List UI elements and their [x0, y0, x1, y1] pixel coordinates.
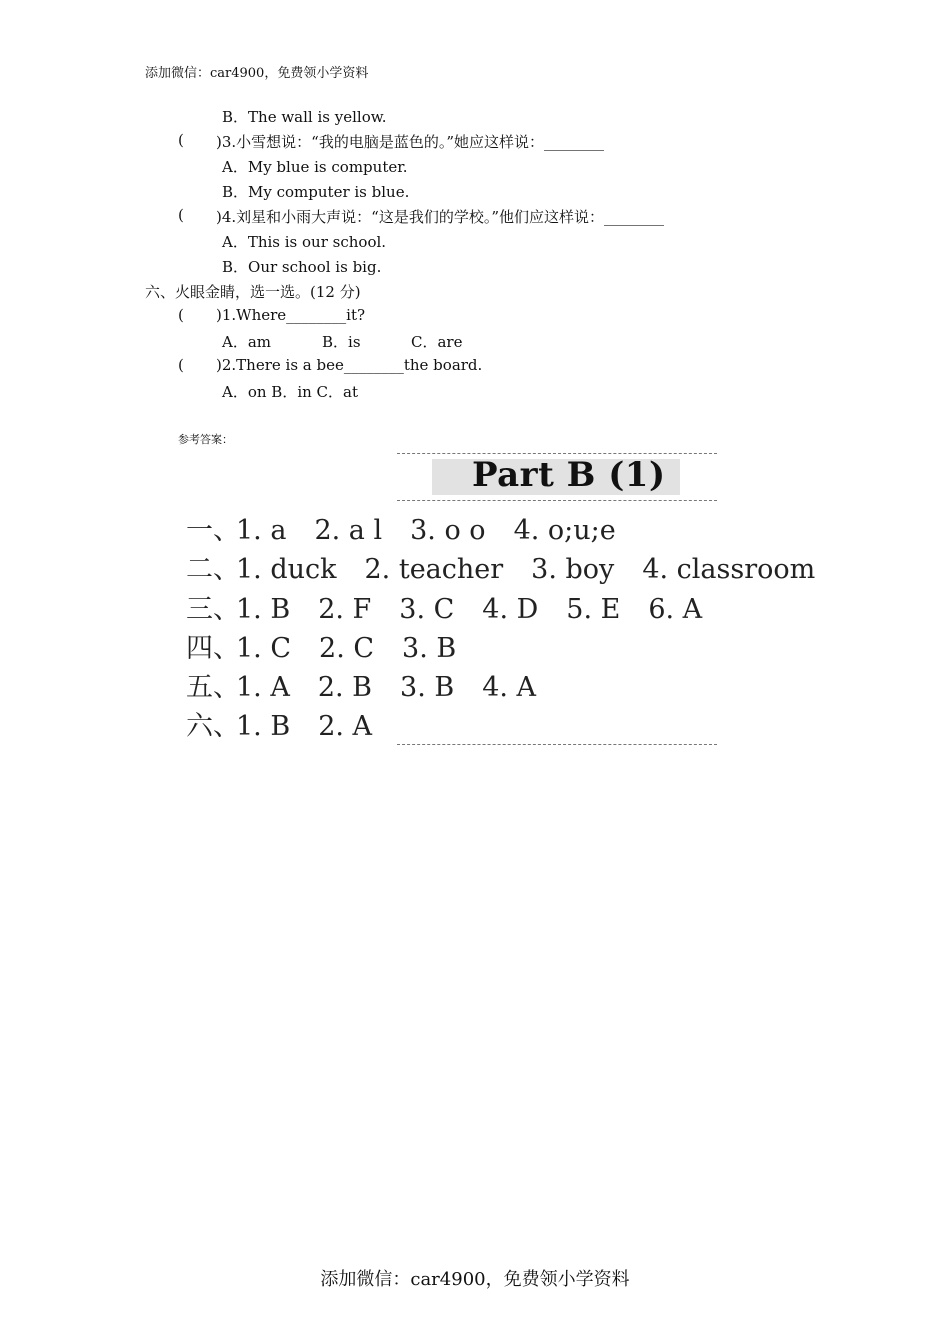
- answer-item: 2. B: [317, 672, 373, 703]
- answer-banner-title: Part B (1): [472, 455, 666, 495]
- q3-stem: )3.小雪想说：“我的电脑是蓝色的。”她应这样说：________: [216, 133, 605, 151]
- divider-mid: [397, 500, 717, 501]
- answer-row-5: [186, 665, 564, 704]
- s6-q1-paren: (: [178, 306, 184, 324]
- s6-q1-stem: )1.Where________it?: [216, 306, 366, 324]
- q4-option-a: A．This is our school.: [222, 233, 387, 251]
- s6-q1-option-c: C．are: [411, 333, 463, 351]
- answer-item: 5. E: [566, 594, 621, 625]
- answer-row-2: [186, 547, 843, 586]
- answer-item: 4. o;u;e: [513, 515, 616, 546]
- divider-bottom: [397, 744, 717, 745]
- answer-item: 3. B: [402, 633, 457, 664]
- answer-item: 4. classroom: [642, 554, 816, 585]
- q4-paren: (: [178, 206, 184, 224]
- answer-row-label: 四、: [186, 633, 240, 664]
- answer-row-label: 一、: [186, 515, 240, 546]
- answer-item: 2. teacher: [364, 554, 504, 585]
- answer-item: 2. F: [318, 594, 372, 625]
- q3-paren: (: [178, 131, 184, 149]
- answer-item: 3. B: [400, 672, 455, 703]
- answer-item: 4. D: [482, 594, 539, 625]
- answer-row-1: [186, 508, 644, 547]
- answer-item: 2. C: [319, 633, 375, 664]
- answer-key-label: 参考答案：: [178, 433, 233, 446]
- answer-item: 1. B: [236, 594, 291, 625]
- q3-option-b: B．My computer is blue.: [222, 183, 410, 201]
- answer-row-6: [186, 704, 400, 743]
- answer-row-4: [186, 626, 484, 665]
- q2-option-b: B．The wall is yellow.: [222, 108, 387, 126]
- s6-q1-option-b: B．is: [322, 333, 361, 351]
- answer-item: 2. A: [318, 711, 373, 742]
- answer-row-label: 三、: [186, 594, 240, 625]
- footer-note: 添加微信：car4900，免费领小学资料: [320, 1269, 630, 1290]
- answer-row-3: [186, 587, 730, 626]
- section-6-title: 六、火眼金睛，选一选。(12 分): [145, 283, 361, 301]
- s6-q2-options: A．on B．in C．at: [222, 383, 358, 401]
- answer-item: 6. A: [648, 594, 703, 625]
- answer-item: 3. boy: [531, 554, 615, 585]
- answer-item: 1. a: [236, 515, 287, 546]
- q4-option-b: B．Our school is big.: [222, 258, 382, 276]
- q4-stem: )4.刘星和小雨大声说：“这是我们的学校。”他们应这样说：________: [216, 208, 665, 226]
- answer-item: 4. A: [482, 672, 537, 703]
- answer-row-label: 六、: [186, 711, 240, 742]
- q3-option-a: A．My blue is computer.: [222, 158, 408, 176]
- answer-item: 1. duck: [236, 554, 337, 585]
- header-note: 添加微信：car4900，免费领小学资料: [145, 66, 369, 81]
- s6-q2-stem: )2.There is a bee________the board.: [216, 356, 483, 374]
- answer-item: 3. C: [399, 594, 455, 625]
- answer-row-label: 二、: [186, 554, 240, 585]
- s6-q2-paren: (: [178, 356, 184, 374]
- answer-item: 3. o o: [410, 515, 486, 546]
- divider-top: [397, 453, 717, 454]
- answer-row-label: 五、: [186, 672, 240, 703]
- answer-item: 1. A: [236, 672, 290, 703]
- answer-item: 1. B: [236, 711, 291, 742]
- s6-q1-option-a: A．am: [222, 333, 271, 351]
- answer-item: 1. C: [236, 633, 292, 664]
- answer-item: 2. a l: [314, 515, 383, 546]
